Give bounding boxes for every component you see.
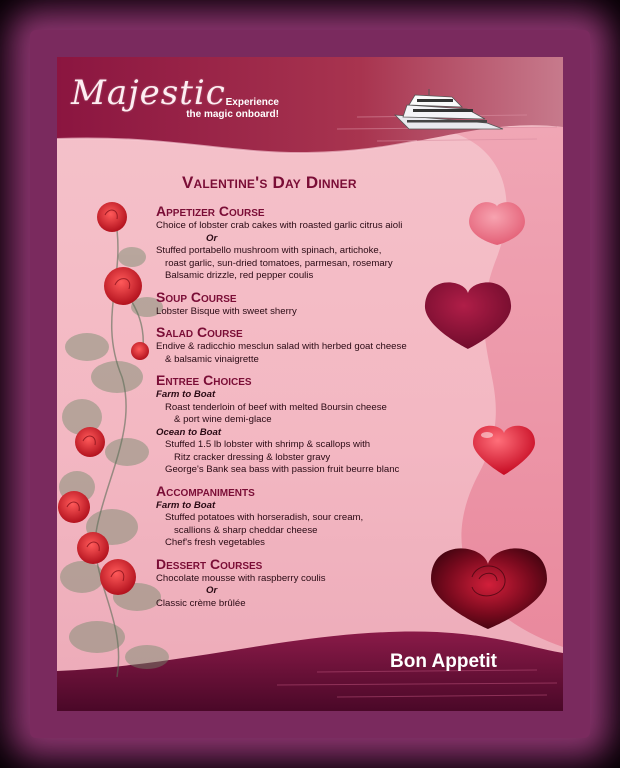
menu-title: Valentine's Day Dinner [182, 173, 357, 192]
menu-item: Stuffed 1.5 lb lobster with shrimp & scallops with [165, 439, 371, 450]
section-heading: Soup Course [156, 288, 237, 305]
menu-item: roast garlic, sun-dried tomatoes, parmesan, rosemary [165, 257, 393, 269]
menu-item: Choice of lobster crab cakes with roasted garlic citrus aioli [156, 220, 403, 231]
section-heading: Entree Choices [156, 372, 252, 388]
menu-sections [156, 203, 456, 616]
menu-item: scallions & sharp cheddar cheese [174, 524, 318, 536]
section-heading: Salad Course [156, 324, 243, 340]
section-heading: Dessert Courses [156, 555, 263, 572]
or-separator: Or [206, 232, 218, 244]
menu-item: Balsamic drizzle, red pepper coulis [165, 270, 314, 281]
brand-logo: Majestic [71, 73, 226, 113]
closing-text: Bon Appetit [390, 651, 497, 672]
menu-section [156, 483, 456, 550]
course-subheading: Farm to Boat [156, 389, 216, 400]
menu-section [156, 556, 456, 611]
section-heading: Accompaniments [156, 482, 255, 499]
menu-section [156, 289, 456, 319]
menu-item: & port wine demi-glace [174, 414, 272, 425]
menu-section [156, 203, 456, 283]
menu-section [156, 372, 456, 477]
menu-item: George's Bank sea bass with passion fruit beurre blanc [165, 464, 400, 475]
brand-tagline [169, 97, 279, 121]
or-separator: Or [206, 585, 218, 596]
menu-item: Chocolate mousse with raspberry coulis [156, 572, 326, 584]
menu-item: Chef's fresh vegetables [165, 537, 265, 548]
menu-section [156, 324, 456, 366]
tagline-line-1: Experience [225, 97, 279, 108]
tagline-line-2: the magic onboard! [186, 109, 279, 120]
menu-card [57, 57, 563, 711]
section-heading: Appetizer Course [156, 203, 265, 219]
menu-item: Stuffed portabello mushroom with spinach, artichoke, [156, 245, 382, 256]
menu-item: Stuffed potatoes with horseradish, sour cream, [165, 512, 364, 523]
menu-item: Classic crème brûlée [156, 597, 246, 609]
menu-item: Roast tenderloin of beef with melted Boursin cheese [165, 401, 387, 413]
menu-item: Ritz cracker dressing & lobster gravy [174, 451, 331, 463]
menu-item: Lobster Bisque with sweet sherry [156, 305, 297, 317]
course-subheading: Ocean to Boat [156, 426, 222, 438]
menu-item: & balsamic vinaigrette [165, 353, 259, 365]
course-subheading: Farm to Boat [156, 499, 216, 511]
menu-item: Endive & radicchio mesclun salad with herbed goat cheese [156, 341, 407, 352]
